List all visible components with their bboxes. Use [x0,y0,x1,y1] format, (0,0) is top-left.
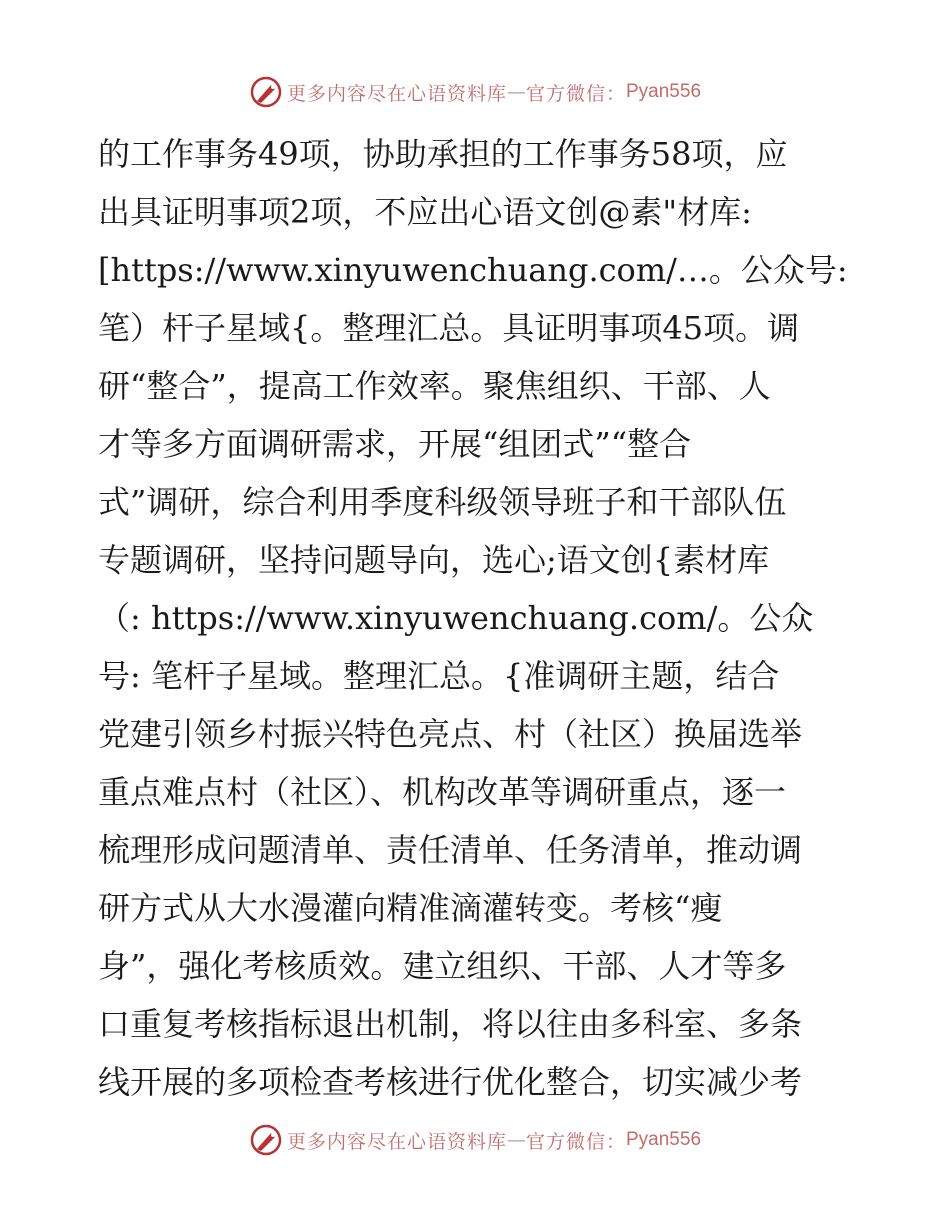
body-line: 才等多方面调研需求，开展“组团式”“整合 [98,425,692,463]
body-line: 党建引领乡村振兴特色亮点、村（社区）换届选举 [98,715,803,753]
body-line: 身”，强化考核质效。建立组织、干部、人才等多 [98,947,787,985]
footer-banner [0,1120,950,1160]
banner-separator: — [506,1129,526,1151]
banner-official-label: 官方微信： [525,1130,626,1153]
banner-site-text: 更多内容尽在心语资料库 [286,82,507,105]
body-line: 的工作事务49项，协助承担的工作事务58项，应 [98,135,788,173]
body-line: 研“整合”，提高工作效率。聚焦组织、干部、人 [98,367,771,405]
body-line: （: https://www.xinyuwenchuang.com/。公众 [98,599,814,637]
body-line: 式”调研，综合利用季度科级领导班子和干部队伍 [98,483,787,521]
body-line: 出具证明事项2项，不应出心语文创@素"材库: [98,193,752,231]
pen-nib-logo-icon [249,1123,283,1157]
banner-separator: — [506,81,526,103]
banner-wechat-id: Pyan556 [626,81,702,102]
header-banner [0,72,950,112]
body-line: 线开展的多项检查考核进行优化整合，切实减少考 [98,1063,803,1101]
body-line: 梳理形成问题清单、责任清单、任务清单，推动调 [98,831,803,869]
body-line: 专题调研，坚持问题导向，选心;语文创{素材库 [98,541,770,579]
banner-official-label: 官方微信： [525,82,626,105]
body-line: 笔）杆子星域{。整理汇总。具证明事项45项。调 [98,309,800,347]
body-line: 号: 笔杆子星域。整理汇总。{准调研主题，结合 [98,657,780,695]
body-line: 研方式从大水漫灌向精准滴灌转变。考核“瘦 [98,889,723,927]
pen-nib-logo-icon [249,75,283,109]
banner-wechat-id: Pyan556 [626,1129,702,1150]
document-body [98,125,858,1111]
body-line: 口重复考核指标退出机制，将以往由多科室、多条 [98,1005,803,1043]
banner-site-text: 更多内容尽在心语资料库 [286,1130,507,1153]
body-line: 重点难点村（社区）、机构改革等调研重点，逐一 [98,773,787,811]
body-line: [https://www.xinyuwenchuang.com/…。公众号: [98,251,848,289]
